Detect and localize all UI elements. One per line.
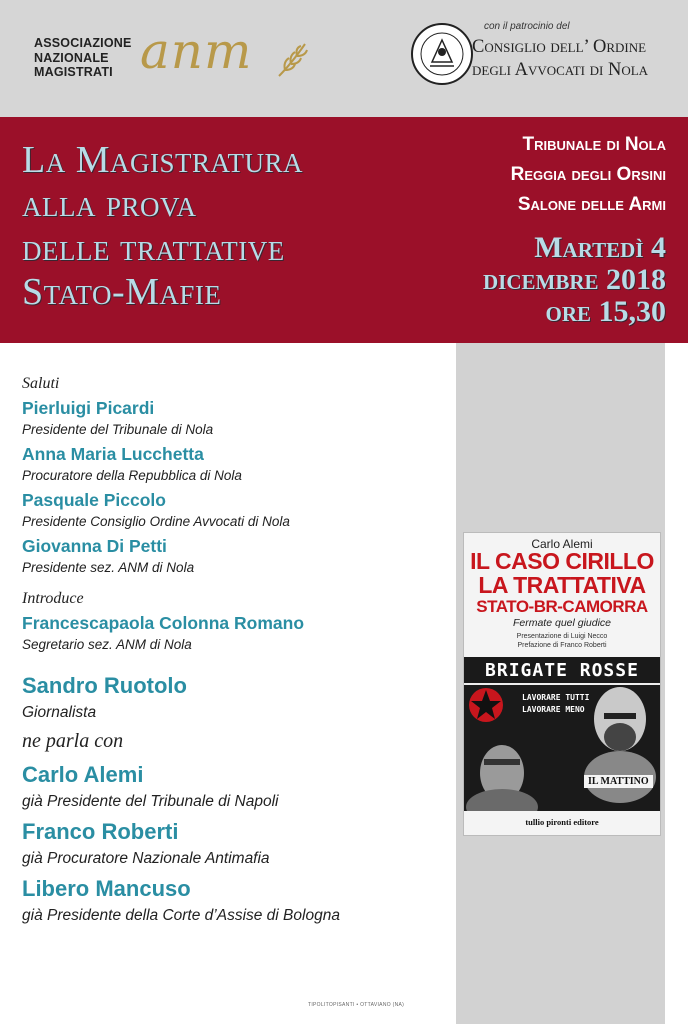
program-list	[22, 374, 340, 929]
wheat-icon	[275, 38, 311, 78]
book-cover-photo	[464, 657, 660, 811]
speaker-role: Presidente Consiglio Ordine Avvocati di Nola	[22, 514, 290, 529]
book-preface: Prefazione di Franco Roberti	[517, 642, 607, 649]
speaker-name: Pierluigi Picardi	[22, 398, 155, 418]
consiglio-title	[472, 36, 648, 82]
book-author: Carlo Alemi	[531, 537, 593, 551]
patronage-label: con il patrocinio del	[484, 21, 570, 32]
venue-line: Reggia degli Orsini	[510, 164, 666, 185]
consiglio-line: Consiglio dell’ Ordine	[472, 37, 647, 57]
anm-text-line: MAGISTRATI	[34, 65, 113, 79]
seal-icon	[410, 22, 474, 86]
consiglio-line: degli Avvocati di Nola	[472, 60, 649, 80]
date-line: ore 15,30	[545, 295, 666, 328]
venue-line: Salone delle Armi	[517, 194, 666, 215]
book-presentation: Presentazione di Luigi Necco	[516, 633, 608, 640]
anm-text-block	[34, 36, 132, 80]
speaker-name: Carlo Alemi	[22, 762, 144, 787]
date-line: dicembre 2018	[482, 263, 666, 296]
speaker-role: già Presidente della Corte d’Assise di Bologna	[22, 907, 340, 924]
speaker-name: Libero Mancuso	[22, 876, 191, 901]
book-cover	[464, 533, 660, 835]
with-label: ne parla con	[22, 730, 124, 752]
event-title	[22, 138, 303, 314]
speaker-name: Anna Maria Lucchetta	[22, 444, 204, 464]
book-title	[464, 549, 660, 597]
anm-text-line: NAZIONALE	[34, 50, 109, 65]
header-band	[0, 0, 688, 117]
speaker-role: già Procuratore Nazionale Antimafia	[22, 850, 270, 867]
speaker-name: Sandro Ruotolo	[22, 673, 187, 698]
event-date	[483, 232, 666, 328]
speaker-name: Franco Roberti	[22, 819, 179, 844]
book-title-line: STATO-BR-CAMORRA	[476, 597, 648, 616]
saluti-label: Saluti	[22, 375, 60, 392]
printer-credit: TIPOLITOPISANTI • OTTAVIANO (NA)	[308, 1002, 405, 1008]
speaker-role: Segretario sez. ANM di Nola	[22, 637, 192, 652]
speaker-name: Francescapaola Colonna Romano	[22, 613, 305, 633]
date-line: Martedì 4	[534, 231, 666, 264]
book-title-line: LA TRATTATIVA	[478, 572, 646, 598]
speaker-role: Giornalista	[22, 704, 97, 721]
anm-logo: anm	[140, 22, 253, 80]
book-subtitle: Fermate quel giudice	[512, 617, 612, 629]
newspaper-label: IL MATTINO	[584, 775, 653, 788]
speaker-role: Presidente sez. ANM di Nola	[22, 560, 195, 575]
speaker-role: Procuratore della Repubblica di Nola	[22, 468, 242, 483]
venue-line: Tribunale di Nola	[522, 134, 666, 155]
book-title-line: IL CASO CIRILLO	[470, 548, 654, 574]
anm-text-line: ASSOCIAZIONE	[34, 36, 132, 50]
event-title-line: delle trattative	[22, 227, 285, 269]
cover-headline: BRIGATE ROSSE	[485, 660, 639, 681]
event-venue	[511, 130, 666, 220]
event-title-line: alla prova	[22, 183, 197, 225]
speaker-name: Giovanna Di Petti	[22, 536, 167, 556]
introduce-label: Introduce	[22, 590, 84, 607]
speaker-role: Presidente del Tribunale di Nola	[22, 422, 214, 437]
cover-slogan-line: LAVORARE TUTTI	[522, 693, 590, 702]
speaker-name: Pasquale Piccolo	[22, 490, 166, 510]
speaker-role: già Presidente del Tribunale di Napoli	[22, 793, 279, 810]
cover-slogan-line: LAVORARE MENO	[522, 705, 585, 714]
book-publisher: tullio pironti editore	[525, 817, 599, 827]
event-title-line: Stato-Mafie	[22, 271, 222, 313]
event-title-line: La Magistratura	[22, 139, 304, 181]
